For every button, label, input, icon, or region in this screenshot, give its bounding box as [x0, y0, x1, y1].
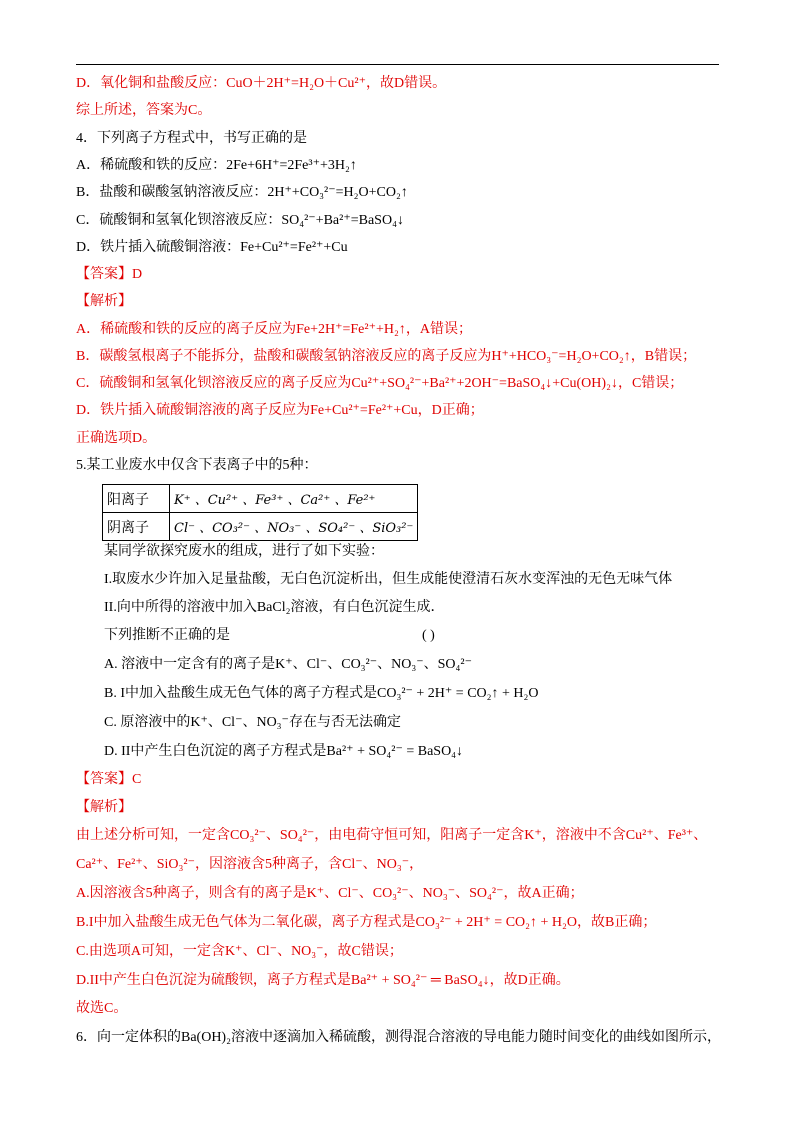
question-5-analysis-d: D.II中产生白色沉淀为硫酸钡，离子方程式是Ba²⁺ + SO₄²⁻ ═ BaSO₄↓，故D正确。 — [76, 973, 570, 988]
question-5-analysis-b: B.I中加入盐酸生成无色气体为二氧化碳，离子方程式是CO₃²⁻ + 2H⁺ = CO₂↑ + H₂O，故B正确； — [76, 915, 657, 930]
question-4-answer: 【答案】D — [76, 267, 143, 282]
question-4-option-c: C．硫酸铜和氢氧化钡溶液反应：SO₄²⁻+Ba²⁺=BaSO₄↓ — [76, 213, 404, 228]
question-5-option-d: D. II中产生白色沉淀的离子方程式是Ba²⁺ + SO₄²⁻ = BaSO₄↓ — [104, 744, 464, 759]
question-5-option-c: C. 原溶液中的K⁺、Cl⁻、NO₃⁻存在与否无法确定 — [104, 715, 401, 730]
question-4-analysis-d: D．铁片插入硫酸铜溶液的离子反应为Fe+Cu²⁺=Fe²⁺+Cu，D正确； — [76, 403, 484, 418]
question-4-option-a: A．稀硫酸和铁的反应：2Fe+6H⁺=2Fe³⁺+3H₂↑ — [76, 158, 357, 173]
question-5-intro: 某同学欲探究废水的组成，进行了如下实验： — [104, 544, 384, 559]
question-4-analysis-c: C．硫酸铜和氢氧化钡溶液反应的离子反应为Cu²⁺+SO₄²⁻+Ba²⁺+2OH⁻=BaSO₄↓+Cu(OH)₂↓，C错误； — [76, 376, 684, 391]
question-5-stem: 5.某工业废水中仅含下表离子中的5种： — [76, 458, 318, 473]
question-4-analysis-heading: 【解析】 — [76, 294, 132, 309]
cation-values: K⁺ 、Cu²⁺ 、Fe³⁺ 、Ca²⁺ 、Fe²⁺ — [170, 485, 418, 513]
question-5-analysis-a: A.因溶液含5种离子，则含有的离子是K⁺、Cl⁻、CO₃²⁻、NO₃⁻、SO₄²⁻，故A正确； — [76, 886, 584, 901]
question-4-analysis-a: A．稀硫酸和铁的反应的离子反应为Fe+2H⁺=Fe²⁺+H₂↑，A错误； — [76, 322, 472, 337]
question-5-conclusion: 故选C。 — [76, 1001, 128, 1016]
question-4-option-d: D．铁片插入硫酸铜溶液：Fe+Cu²⁺=Fe²⁺+Cu — [76, 240, 348, 255]
question-5-answer: 【答案】C — [76, 772, 142, 787]
question-5-ask: 下列推断不正确的是 — [104, 628, 230, 643]
answer-parentheses: ( ) — [422, 628, 435, 643]
header-rule — [76, 64, 719, 65]
question-5-experiment-2: II.向中所得的溶液中加入BaCl₂溶液，有白色沉淀生成． — [104, 600, 445, 615]
table-row — [103, 485, 418, 513]
question-5-analysis-intro-2: Ca²⁺、Fe²⁺、SiO₃²⁻，因溶液含5种离子，含Cl⁻、NO₃⁻， — [76, 857, 424, 872]
question-5-option-b: B. I中加入盐酸生成无色气体的离子方程式是CO₃²⁻ + 2H⁺ = CO₂↑ + H₂O — [104, 686, 539, 701]
anion-header: 阴离子 — [103, 513, 170, 541]
question-5-analysis-intro-1: 由上述分析可知，一定含CO₃²⁻、SO₄²⁻，由电荷守恒可知，阳离子一定含K⁺，溶液中不含Cu²⁺、Fe³⁺、 — [76, 828, 708, 843]
question-6-stem: 6．向一定体积的Ba(OH)₂溶液中逐滴加入稀硫酸，测得混合溶液的导电能力随时间变化的曲线如图所示， — [76, 1030, 721, 1045]
text-line-summary: 综上所述，答案为C。 — [76, 103, 212, 118]
question-4-conclusion: 正确选项D。 — [76, 431, 157, 446]
text-line-d-copper-oxide: D．氧化铜和盐酸反应：CuO＋2H⁺=H₂O＋Cu²⁺，故D错误。 — [76, 76, 447, 91]
question-5-experiment-1: I.取废水少许加入足量盐酸，无白色沉淀析出，但生成能使澄清石灰水变浑浊的无色无味气体 — [104, 572, 673, 587]
question-4-option-b: B．盐酸和碳酸氢钠溶液反应：2H⁺+CO₃²⁻=H₂O+CO₂↑ — [76, 185, 408, 200]
question-5-analysis-heading: 【解析】 — [76, 800, 132, 815]
question-5-option-a: A. 溶液中一定含有的离子是K⁺、Cl⁻、CO₃²⁻、NO₃⁻、SO₄²⁻ — [104, 657, 472, 672]
question-4-analysis-b: B．碳酸氢根离子不能拆分，盐酸和碳酸氢钠溶液反应的离子反应为H⁺+HCO₃⁻=H₂O+CO₂↑，B错误； — [76, 349, 697, 364]
cation-header: 阳离子 — [103, 485, 170, 513]
anion-values: Cl⁻ 、CO₃²⁻ 、NO₃⁻ 、SO₄²⁻ 、SiO₃²⁻ — [170, 513, 418, 541]
ion-table — [102, 484, 418, 541]
question-4-stem: 4．下列离子方程式中，书写正确的是 — [76, 131, 307, 146]
table-row — [103, 513, 418, 541]
question-5-analysis-c: C.由选项A可知，一定含K⁺、Cl⁻、NO₃⁻，故C错误； — [76, 944, 403, 959]
